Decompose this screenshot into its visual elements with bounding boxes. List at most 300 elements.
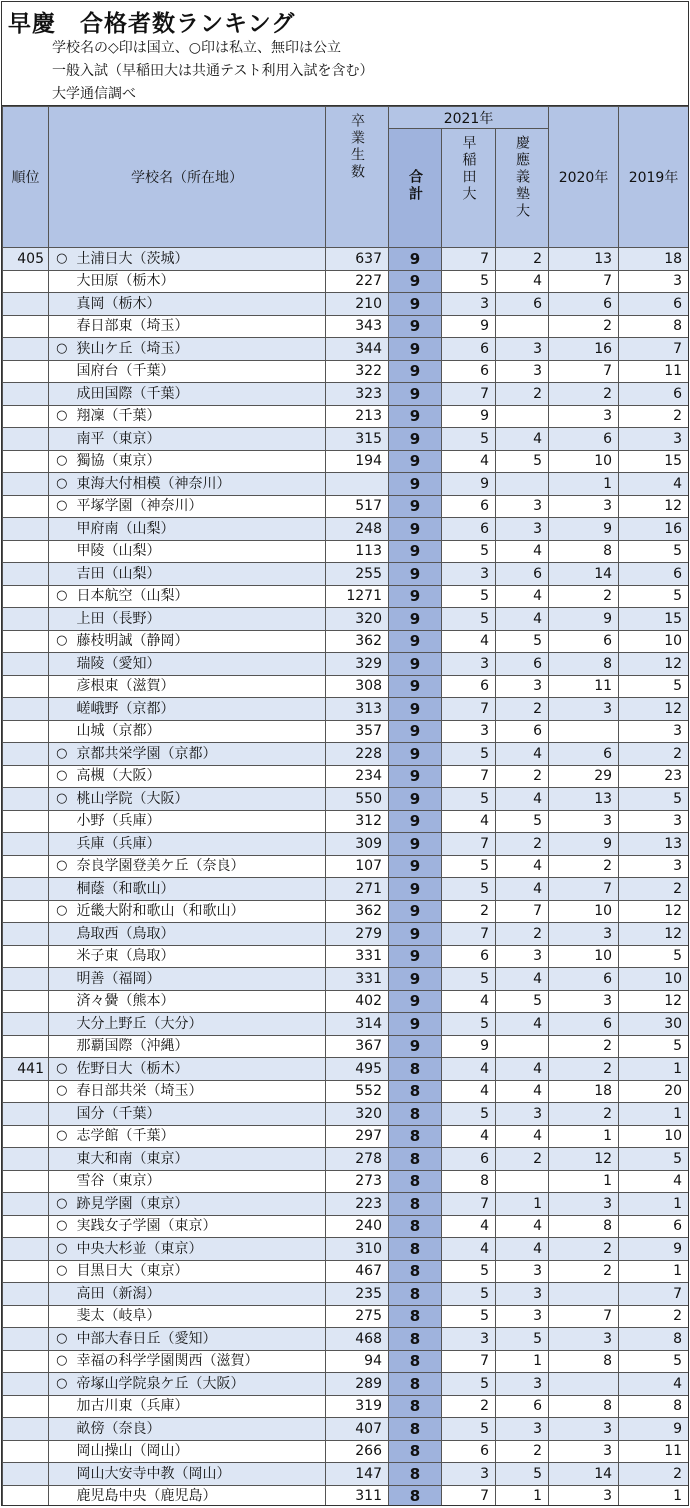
y2020-cell: 2 — [549, 383, 619, 406]
y2019-cell: 6 — [619, 293, 689, 316]
keio-cell: 4 — [496, 1058, 549, 1081]
y2019-cell: 12 — [619, 900, 689, 923]
table-row — [3, 1418, 689, 1441]
graduates-cell: 357 — [326, 720, 389, 743]
graduates-cell: 107 — [326, 855, 389, 878]
table-row — [3, 360, 689, 383]
total-cell: 9 — [389, 923, 442, 946]
keio-cell: 2 — [496, 923, 549, 946]
type-mark — [49, 1395, 75, 1418]
table-row — [3, 1058, 689, 1081]
graduates-cell: 550 — [326, 788, 389, 811]
graduates-cell: 1271 — [326, 585, 389, 608]
total-cell: 8 — [389, 1148, 442, 1171]
type-mark: ○ — [49, 900, 75, 923]
y2020-cell: 2 — [549, 1035, 619, 1058]
rank-cell — [3, 1193, 49, 1216]
graduates-cell: 297 — [326, 1125, 389, 1148]
y2019-cell: 3 — [619, 428, 689, 451]
rank-cell — [3, 878, 49, 901]
waseda-cell: 5 — [442, 428, 496, 451]
waseda-cell: 2 — [442, 1395, 496, 1418]
y2020-cell: 7 — [549, 360, 619, 383]
table-row — [3, 1373, 689, 1396]
total-cell: 8 — [389, 1350, 442, 1373]
y2019-cell: 5 — [619, 675, 689, 698]
school-name: 跡見学園（東京） — [75, 1193, 326, 1216]
table-row — [3, 765, 689, 788]
y2019-cell: 6 — [619, 563, 689, 586]
y2019-cell: 2 — [619, 1305, 689, 1328]
table-row — [3, 540, 689, 563]
keio-cell: 2 — [496, 765, 549, 788]
rank-cell — [3, 1260, 49, 1283]
table-row — [3, 878, 689, 901]
keio-cell: 2 — [496, 698, 549, 721]
keio-cell: 4 — [496, 585, 549, 608]
waseda-cell: 5 — [442, 788, 496, 811]
rank-cell — [3, 1463, 49, 1486]
y2020-cell: 16 — [549, 338, 619, 361]
waseda-cell: 7 — [442, 383, 496, 406]
rank-cell — [3, 1395, 49, 1418]
waseda-cell: 4 — [442, 630, 496, 653]
rank-cell — [3, 495, 49, 518]
waseda-cell: 7 — [442, 765, 496, 788]
keio-cell: 5 — [496, 1463, 549, 1486]
y2019-cell: 1 — [619, 1260, 689, 1283]
school-name: 中央大杉並（東京） — [75, 1238, 326, 1261]
school-name: 山城（京都） — [75, 720, 326, 743]
type-mark — [49, 810, 75, 833]
graduates-cell: 147 — [326, 1463, 389, 1486]
total-cell: 9 — [389, 653, 442, 676]
y2020-cell — [549, 720, 619, 743]
y2019-cell: 2 — [619, 1463, 689, 1486]
table-row — [3, 630, 689, 653]
type-mark: ○ — [49, 1125, 75, 1148]
rank-cell — [3, 923, 49, 946]
rank-cell — [3, 968, 49, 991]
type-mark — [49, 428, 75, 451]
keio-cell: 4 — [496, 743, 549, 766]
col-keio — [496, 129, 549, 248]
type-mark: ○ — [49, 1080, 75, 1103]
type-mark — [49, 1463, 75, 1486]
graduates-cell: 240 — [326, 1215, 389, 1238]
page-title: 早慶 合格者数ランキング — [8, 11, 296, 37]
school-name: 米子東（鳥取） — [75, 945, 326, 968]
graduates-cell: 320 — [326, 608, 389, 631]
table-row — [3, 1485, 689, 1506]
school-name: 兵庫（兵庫） — [75, 833, 326, 856]
total-cell: 8 — [389, 1103, 442, 1126]
type-mark — [49, 720, 75, 743]
rank-cell — [3, 563, 49, 586]
table-row — [3, 1328, 689, 1351]
total-cell: 9 — [389, 495, 442, 518]
y2020-cell: 7 — [549, 878, 619, 901]
rank-cell — [3, 293, 49, 316]
type-mark — [49, 293, 75, 316]
waseda-cell: 7 — [442, 923, 496, 946]
y2019-cell: 30 — [619, 1013, 689, 1036]
school-name: 実践女子学園（東京） — [75, 1215, 326, 1238]
waseda-cell: 5 — [442, 270, 496, 293]
y2020-cell: 10 — [549, 450, 619, 473]
rank-cell — [3, 698, 49, 721]
rank-cell — [3, 1215, 49, 1238]
rank-cell — [3, 1418, 49, 1441]
type-mark — [49, 563, 75, 586]
graduates-cell: 329 — [326, 653, 389, 676]
table-row — [3, 383, 689, 406]
y2020-cell: 8 — [549, 1350, 619, 1373]
y2020-cell: 2 — [549, 855, 619, 878]
graduates-cell: 223 — [326, 1193, 389, 1216]
keio-cell: 5 — [496, 450, 549, 473]
type-mark: ○ — [49, 405, 75, 428]
table-row — [3, 1305, 689, 1328]
waseda-cell: 5 — [442, 1418, 496, 1441]
waseda-cell: 5 — [442, 855, 496, 878]
school-name: 桃山学院（大阪） — [75, 788, 326, 811]
rank-cell — [3, 383, 49, 406]
table-row — [3, 653, 689, 676]
graduates-cell: 322 — [326, 360, 389, 383]
type-mark — [49, 990, 75, 1013]
type-mark: ○ — [49, 1373, 75, 1396]
total-cell: 9 — [389, 540, 442, 563]
total-cell: 8 — [389, 1463, 442, 1486]
y2020-cell: 2 — [549, 585, 619, 608]
keio-cell: 3 — [496, 1305, 549, 1328]
total-cell: 9 — [389, 788, 442, 811]
keio-cell — [496, 315, 549, 338]
total-cell: 8 — [389, 1283, 442, 1306]
y2019-cell: 13 — [619, 833, 689, 856]
graduates-cell: 552 — [326, 1080, 389, 1103]
y2019-cell: 5 — [619, 788, 689, 811]
graduates-cell: 468 — [326, 1328, 389, 1351]
type-mark: ○ — [49, 248, 75, 271]
total-cell: 8 — [389, 1193, 442, 1216]
y2020-cell: 6 — [549, 293, 619, 316]
school-name: 小野（兵庫） — [75, 810, 326, 833]
y2019-cell: 3 — [619, 270, 689, 293]
type-mark: ○ — [49, 495, 75, 518]
y2019-cell: 12 — [619, 923, 689, 946]
y2019-cell: 5 — [619, 540, 689, 563]
waseda-cell: 6 — [442, 675, 496, 698]
y2019-cell: 20 — [619, 1080, 689, 1103]
graduates-cell: 331 — [326, 968, 389, 991]
rank-cell — [3, 405, 49, 428]
school-name: 吉田（山梨） — [75, 563, 326, 586]
waseda-cell: 4 — [442, 1215, 496, 1238]
type-mark: ○ — [49, 1260, 75, 1283]
school-name: 甲陵（山梨） — [75, 540, 326, 563]
y2020-cell: 3 — [549, 1418, 619, 1441]
total-cell: 8 — [389, 1305, 442, 1328]
total-cell: 9 — [389, 968, 442, 991]
rank-cell — [3, 945, 49, 968]
table-row — [3, 1035, 689, 1058]
waseda-cell: 6 — [442, 1440, 496, 1463]
col-total — [389, 129, 442, 248]
y2019-cell: 9 — [619, 1238, 689, 1261]
y2020-cell: 8 — [549, 1395, 619, 1418]
keio-cell: 4 — [496, 1013, 549, 1036]
header — [2, 2, 688, 106]
type-mark: ○ — [49, 1215, 75, 1238]
waseda-cell: 9 — [442, 405, 496, 428]
waseda-cell: 5 — [442, 743, 496, 766]
graduates-cell: 271 — [326, 878, 389, 901]
graduates-cell: 362 — [326, 630, 389, 653]
total-cell: 9 — [389, 698, 442, 721]
total-cell: 9 — [389, 518, 442, 541]
school-name: 日本航空（山梨） — [75, 585, 326, 608]
keio-cell: 5 — [496, 810, 549, 833]
total-cell: 9 — [389, 293, 442, 316]
type-mark: ○ — [49, 855, 75, 878]
y2020-cell: 3 — [549, 810, 619, 833]
graduates-cell: 310 — [326, 1238, 389, 1261]
table-row — [3, 1170, 689, 1193]
graduates-cell: 362 — [326, 900, 389, 923]
table-row — [3, 405, 689, 428]
total-cell: 9 — [389, 563, 442, 586]
keio-cell: 3 — [496, 338, 549, 361]
keio-cell: 4 — [496, 540, 549, 563]
total-cell: 9 — [389, 765, 442, 788]
rank-cell — [3, 1013, 49, 1036]
graduates-cell: 313 — [326, 698, 389, 721]
table-row — [3, 675, 689, 698]
y2020-cell: 3 — [549, 698, 619, 721]
y2019-cell: 8 — [619, 1395, 689, 1418]
graduates-cell: 308 — [326, 675, 389, 698]
rank-cell — [3, 1350, 49, 1373]
total-cell: 8 — [389, 1395, 442, 1418]
type-mark — [49, 653, 75, 676]
school-name: 翔凜（千葉） — [75, 405, 326, 428]
keio-cell: 2 — [496, 833, 549, 856]
school-name: 目黒日大（東京） — [75, 1260, 326, 1283]
y2020-cell: 6 — [549, 1013, 619, 1036]
total-cell: 8 — [389, 1260, 442, 1283]
table-row — [3, 923, 689, 946]
rank-cell: 441 — [3, 1058, 49, 1081]
graduates-cell: 234 — [326, 765, 389, 788]
school-name: 奈良学園登美ケ丘（奈良） — [75, 855, 326, 878]
school-name: 桐蔭（和歌山） — [75, 878, 326, 901]
rank-cell — [3, 360, 49, 383]
waseda-cell: 4 — [442, 810, 496, 833]
y2020-cell: 14 — [549, 1463, 619, 1486]
type-mark — [49, 1440, 75, 1463]
y2020-cell: 3 — [549, 990, 619, 1013]
graduates-cell: 94 — [326, 1350, 389, 1373]
y2019-cell: 10 — [619, 630, 689, 653]
y2019-cell: 8 — [619, 1328, 689, 1351]
waseda-cell: 6 — [442, 1148, 496, 1171]
y2019-cell: 3 — [619, 720, 689, 743]
y2020-cell: 2 — [549, 1058, 619, 1081]
rank-cell — [3, 743, 49, 766]
total-cell: 8 — [389, 1058, 442, 1081]
rank-cell — [3, 630, 49, 653]
y2020-cell: 8 — [549, 1215, 619, 1238]
table-row — [3, 315, 689, 338]
table-row — [3, 495, 689, 518]
y2020-cell: 7 — [549, 1305, 619, 1328]
school-name: 藤枝明誠（静岡） — [75, 630, 326, 653]
waseda-cell: 9 — [442, 315, 496, 338]
type-mark: ○ — [49, 630, 75, 653]
graduates-cell: 315 — [326, 428, 389, 451]
table-row — [3, 788, 689, 811]
waseda-cell: 3 — [442, 1463, 496, 1486]
y2019-cell: 1 — [619, 1193, 689, 1216]
school-name: 鳥取西（鳥取） — [75, 923, 326, 946]
type-mark: ○ — [49, 473, 75, 496]
graduates-cell: 314 — [326, 1013, 389, 1036]
graduates-cell — [326, 473, 389, 496]
y2020-cell: 6 — [549, 968, 619, 991]
type-mark — [49, 518, 75, 541]
graduates-cell: 402 — [326, 990, 389, 1013]
school-name: 土浦日大（茨城） — [75, 248, 326, 271]
graduates-cell: 228 — [326, 743, 389, 766]
y2019-cell: 1 — [619, 1103, 689, 1126]
y2020-cell: 8 — [549, 540, 619, 563]
school-name: 帝塚山学院泉ケ丘（大阪） — [75, 1373, 326, 1396]
y2019-cell: 23 — [619, 765, 689, 788]
rank-cell — [3, 833, 49, 856]
rank-cell — [3, 990, 49, 1013]
table-row — [3, 1440, 689, 1463]
school-name: 国府台（千葉） — [75, 360, 326, 383]
col-waseda-label: 早稲田大 — [460, 135, 477, 203]
keio-cell — [496, 1170, 549, 1193]
waseda-cell: 7 — [442, 248, 496, 271]
graduates-cell: 344 — [326, 338, 389, 361]
table-row — [3, 945, 689, 968]
graduates-cell: 331 — [326, 945, 389, 968]
type-mark — [49, 1013, 75, 1036]
keio-cell: 1 — [496, 1350, 549, 1373]
table-row — [3, 1013, 689, 1036]
table-row — [3, 450, 689, 473]
waseda-cell: 5 — [442, 585, 496, 608]
y2020-cell: 13 — [549, 788, 619, 811]
keio-cell — [496, 405, 549, 428]
waseda-cell: 2 — [442, 900, 496, 923]
type-mark: ○ — [49, 743, 75, 766]
rank-cell — [3, 338, 49, 361]
graduates-cell: 495 — [326, 1058, 389, 1081]
table-row — [3, 855, 689, 878]
table-row — [3, 743, 689, 766]
total-cell: 9 — [389, 360, 442, 383]
y2020-cell: 2 — [549, 315, 619, 338]
waseda-cell: 7 — [442, 1193, 496, 1216]
type-mark — [49, 1485, 75, 1506]
type-mark: ○ — [49, 788, 75, 811]
col-2020: 2020年 — [549, 107, 619, 248]
waseda-cell: 7 — [442, 1350, 496, 1373]
y2019-cell: 15 — [619, 450, 689, 473]
y2020-cell: 2 — [549, 1260, 619, 1283]
keio-cell: 4 — [496, 608, 549, 631]
total-cell: 9 — [389, 608, 442, 631]
graduates-cell: 194 — [326, 450, 389, 473]
waseda-cell: 5 — [442, 1103, 496, 1126]
keio-cell: 3 — [496, 675, 549, 698]
keio-cell: 1 — [496, 1193, 549, 1216]
y2019-cell: 5 — [619, 585, 689, 608]
y2019-cell: 4 — [619, 1373, 689, 1396]
col-2019: 2019年 — [619, 107, 689, 248]
table-row — [3, 1103, 689, 1126]
rank-cell — [3, 1170, 49, 1193]
waseda-cell: 4 — [442, 1238, 496, 1261]
waseda-cell: 4 — [442, 1080, 496, 1103]
rank-cell — [3, 855, 49, 878]
graduates-cell: 367 — [326, 1035, 389, 1058]
col-school: 学校名（所在地） — [49, 107, 326, 248]
graduates-cell: 467 — [326, 1260, 389, 1283]
type-mark: ○ — [49, 1328, 75, 1351]
type-mark — [49, 1035, 75, 1058]
total-cell: 9 — [389, 945, 442, 968]
waseda-cell: 5 — [442, 1283, 496, 1306]
rank-cell — [3, 270, 49, 293]
rank-cell — [3, 450, 49, 473]
y2020-cell: 3 — [549, 1440, 619, 1463]
waseda-cell: 4 — [442, 450, 496, 473]
type-mark — [49, 270, 75, 293]
waseda-cell: 4 — [442, 1058, 496, 1081]
col-graduates — [326, 107, 389, 248]
school-name: 佐野日大（栃木） — [75, 1058, 326, 1081]
school-name: 甲府南（山梨） — [75, 518, 326, 541]
waseda-cell: 4 — [442, 990, 496, 1013]
keio-cell: 4 — [496, 428, 549, 451]
total-cell: 8 — [389, 1328, 442, 1351]
table-row — [3, 1238, 689, 1261]
school-name: 鹿児島中央（鹿児島） — [75, 1485, 326, 1506]
keio-cell: 4 — [496, 1080, 549, 1103]
waseda-cell: 6 — [442, 338, 496, 361]
y2020-cell: 1 — [549, 1170, 619, 1193]
total-cell: 8 — [389, 1238, 442, 1261]
type-mark — [49, 608, 75, 631]
total-cell: 9 — [389, 473, 442, 496]
waseda-cell: 6 — [442, 360, 496, 383]
type-mark: ○ — [49, 765, 75, 788]
y2020-cell: 3 — [549, 1485, 619, 1506]
school-name: 高槻（大阪） — [75, 765, 326, 788]
table-row — [3, 473, 689, 496]
graduates-cell: 637 — [326, 248, 389, 271]
total-cell: 9 — [389, 270, 442, 293]
rank-cell — [3, 1373, 49, 1396]
school-name: 雪谷（東京） — [75, 1170, 326, 1193]
type-mark — [49, 315, 75, 338]
